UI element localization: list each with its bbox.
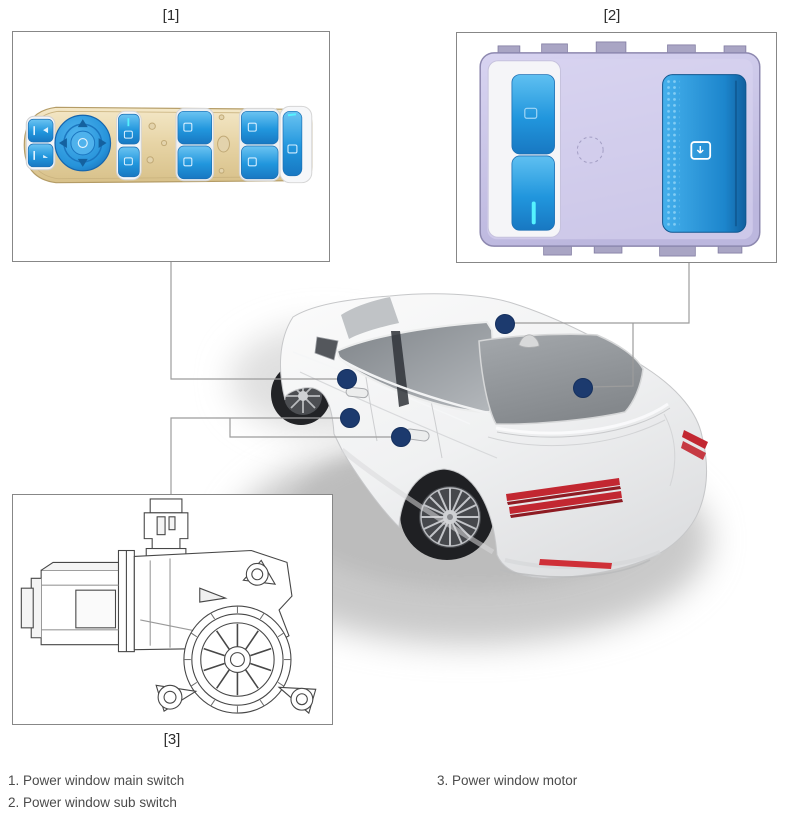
marker-dot-sub-switch-glass (574, 379, 593, 398)
sub-switch-box (456, 32, 777, 263)
marker-dot-main-switch (338, 370, 357, 389)
marker-dot-motor-rear-door (392, 428, 411, 447)
legend-motor: 3. Power window motor (437, 773, 578, 788)
motor-drawing (21, 499, 315, 713)
callout-line-motor-front (171, 418, 350, 494)
main-switch-box (12, 31, 330, 262)
box1-label: [1] (162, 7, 180, 24)
sub-switch-body (480, 42, 760, 256)
callout-line-motor-rear (230, 418, 401, 437)
box3-label: [3] (163, 731, 181, 748)
sub-switch-illustration (457, 33, 776, 262)
callout-lines (171, 262, 689, 494)
legend-main-switch: 1. Power window main switch (8, 773, 185, 788)
location-markers (338, 315, 593, 447)
callout-line-sub-switch-glass (586, 323, 633, 387)
callout-line-sub-switch-roof (505, 263, 689, 323)
motor-illustration (13, 495, 332, 724)
motor-box (12, 494, 333, 725)
main-switch-panel (24, 106, 311, 182)
legend-sub-switch: 2. Power window sub switch (8, 795, 177, 810)
box2-label: [2] (603, 7, 621, 24)
main-switch-illustration (13, 32, 329, 261)
callout-line-main-switch (171, 262, 347, 379)
marker-dot-motor-front-door (341, 409, 360, 428)
marker-dot-sub-switch-roof (496, 315, 515, 334)
